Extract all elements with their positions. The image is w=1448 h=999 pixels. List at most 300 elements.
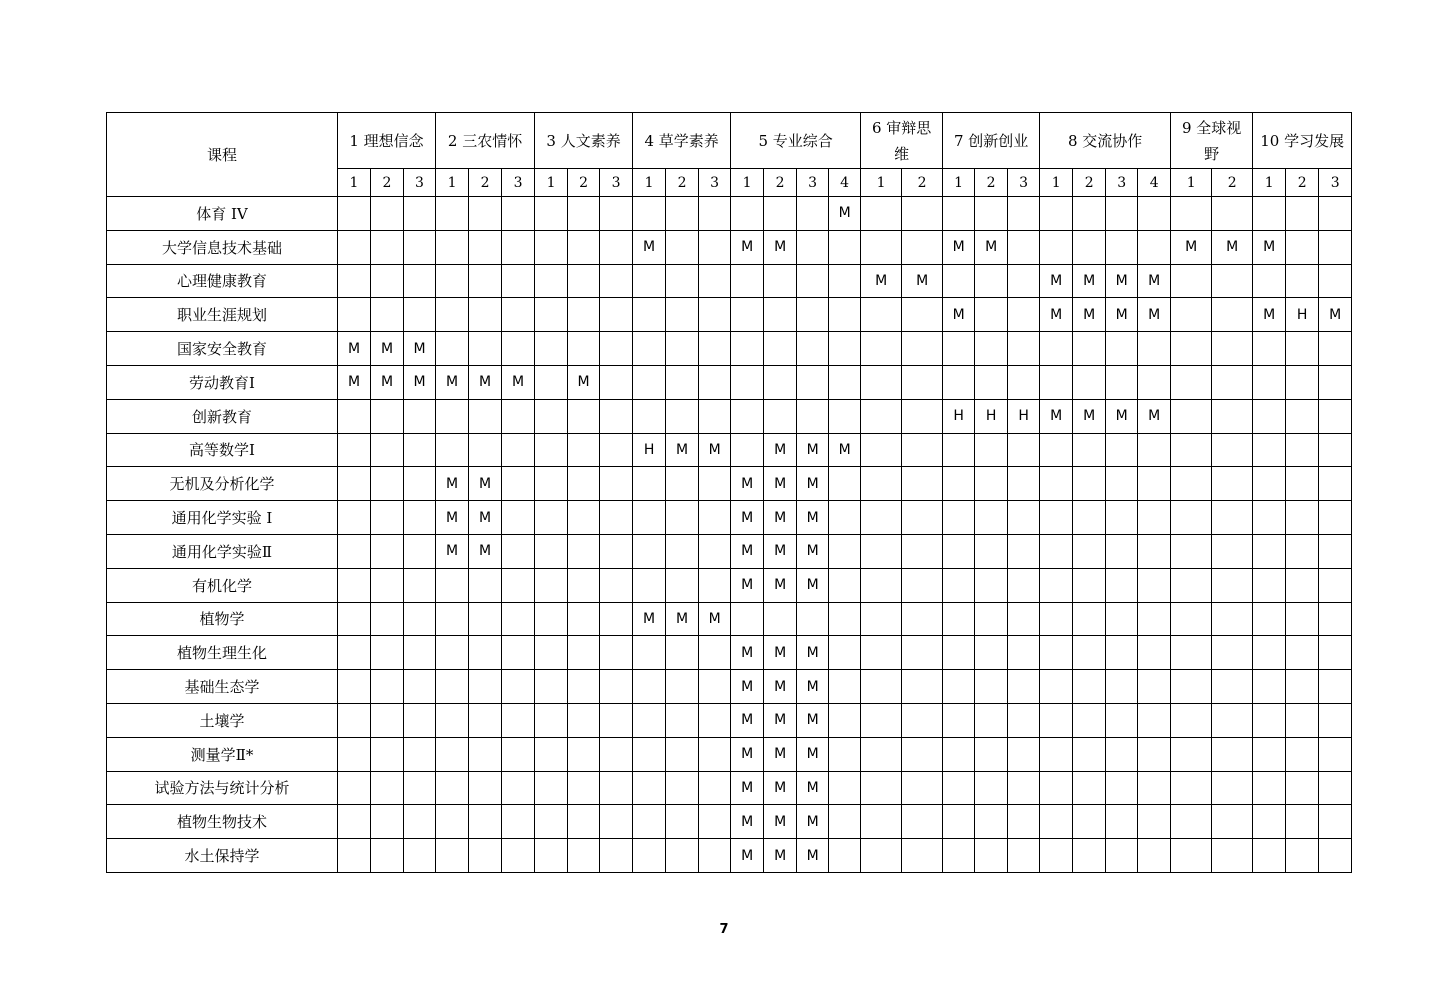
support-level-cell <box>1040 636 1073 670</box>
support-level-cell <box>600 501 633 535</box>
support-level-cell <box>535 636 568 670</box>
support-level-cell <box>829 501 861 535</box>
support-level-cell <box>699 332 731 366</box>
support-level-cell <box>600 670 633 704</box>
table-row <box>107 636 1352 670</box>
support-level-cell <box>829 771 861 805</box>
sub-indicator-header: 1 <box>436 169 469 197</box>
support-level-cell <box>861 602 902 636</box>
course-name: 无机及分析化学 <box>107 467 338 501</box>
support-level-cell <box>902 467 943 501</box>
support-level-cell <box>1253 332 1286 366</box>
support-level-cell <box>371 602 404 636</box>
support-level-cell <box>943 703 975 737</box>
support-level-cell: M <box>633 230 666 264</box>
support-level-cell <box>404 534 436 568</box>
support-level-cell <box>600 839 633 873</box>
support-level-cell <box>1138 670 1171 704</box>
group-header: 3 人文素养 <box>535 113 633 169</box>
support-level-cell <box>1073 703 1106 737</box>
support-level-cell <box>943 197 975 231</box>
support-level-cell <box>469 197 502 231</box>
support-level-cell <box>404 771 436 805</box>
support-level-cell <box>633 298 666 332</box>
support-level-cell <box>666 501 699 535</box>
support-level-cell <box>338 298 371 332</box>
course-name: 植物生理生化 <box>107 636 338 670</box>
support-level-cell <box>829 568 861 602</box>
support-level-cell <box>1212 467 1253 501</box>
support-level-cell <box>1171 670 1212 704</box>
support-level-cell: M <box>764 568 797 602</box>
support-level-cell <box>975 298 1008 332</box>
support-level-cell: H <box>1286 298 1319 332</box>
support-level-cell <box>502 771 535 805</box>
support-level-cell <box>338 771 371 805</box>
support-level-cell <box>1073 433 1106 467</box>
sub-indicator-header: 2 <box>1073 169 1106 197</box>
support-level-cell <box>666 703 699 737</box>
support-level-cell: M <box>371 332 404 366</box>
support-level-cell <box>764 298 797 332</box>
support-level-cell <box>1319 501 1352 535</box>
support-level-cell <box>600 264 633 298</box>
support-level-cell <box>1212 771 1253 805</box>
support-level-cell <box>975 670 1008 704</box>
support-level-cell <box>1106 365 1138 399</box>
support-level-cell <box>436 839 469 873</box>
support-level-cell <box>764 365 797 399</box>
support-level-cell: M <box>829 197 861 231</box>
support-level-cell <box>1073 636 1106 670</box>
support-level-cell <box>568 433 600 467</box>
support-level-cell: M <box>1319 298 1352 332</box>
support-level-cell <box>535 264 568 298</box>
support-level-cell <box>404 636 436 670</box>
support-level-cell <box>666 399 699 433</box>
support-level-cell <box>338 670 371 704</box>
support-level-cell <box>1319 602 1352 636</box>
support-level-cell <box>1008 197 1040 231</box>
support-level-cell <box>1319 568 1352 602</box>
support-level-cell <box>568 703 600 737</box>
support-level-cell <box>943 433 975 467</box>
support-level-cell: M <box>338 332 371 366</box>
support-level-cell <box>1319 365 1352 399</box>
sub-indicator-header: 1 <box>1040 169 1073 197</box>
support-level-cell <box>1106 230 1138 264</box>
support-level-cell <box>1319 670 1352 704</box>
support-level-cell <box>699 197 731 231</box>
support-level-cell <box>1008 771 1040 805</box>
course-name: 创新教育 <box>107 399 338 433</box>
support-level-cell <box>502 534 535 568</box>
support-level-cell <box>633 467 666 501</box>
support-level-cell <box>633 636 666 670</box>
support-level-cell <box>666 365 699 399</box>
support-level-cell <box>1073 670 1106 704</box>
support-level-cell: M <box>764 805 797 839</box>
support-level-cell <box>1253 636 1286 670</box>
support-level-cell <box>338 805 371 839</box>
support-level-cell <box>1286 433 1319 467</box>
support-level-cell <box>829 467 861 501</box>
support-level-cell <box>535 230 568 264</box>
support-level-cell <box>829 298 861 332</box>
support-level-cell <box>1253 602 1286 636</box>
course-name: 体育 IV <box>107 197 338 231</box>
support-level-cell <box>666 839 699 873</box>
support-level-cell <box>1138 568 1171 602</box>
support-level-cell <box>1138 365 1171 399</box>
support-level-cell <box>1138 197 1171 231</box>
support-level-cell <box>535 670 568 704</box>
support-level-cell <box>975 264 1008 298</box>
course-name: 心理健康教育 <box>107 264 338 298</box>
support-level-cell <box>666 264 699 298</box>
support-level-cell <box>502 568 535 602</box>
support-level-cell <box>436 805 469 839</box>
support-level-cell <box>1171 602 1212 636</box>
support-level-cell <box>764 264 797 298</box>
support-level-cell <box>699 534 731 568</box>
support-level-cell <box>1319 433 1352 467</box>
support-level-cell <box>1040 467 1073 501</box>
table-row <box>107 534 1352 568</box>
support-level-cell <box>1008 264 1040 298</box>
support-level-cell <box>371 230 404 264</box>
support-level-cell <box>666 197 699 231</box>
support-level-cell <box>1040 670 1073 704</box>
support-level-cell <box>797 332 829 366</box>
course-name: 试验方法与统计分析 <box>107 771 338 805</box>
support-level-cell <box>338 433 371 467</box>
support-level-cell <box>731 264 764 298</box>
support-level-cell: H <box>975 399 1008 433</box>
support-level-cell <box>371 737 404 771</box>
sub-indicator-header: 2 <box>666 169 699 197</box>
support-level-cell <box>731 332 764 366</box>
sub-indicator-header: 2 <box>975 169 1008 197</box>
support-level-cell <box>699 737 731 771</box>
support-level-cell <box>1106 332 1138 366</box>
table-row <box>107 737 1352 771</box>
support-level-cell: M <box>666 433 699 467</box>
support-level-cell: M <box>699 433 731 467</box>
support-level-cell <box>1040 771 1073 805</box>
support-level-cell <box>1073 501 1106 535</box>
support-level-cell <box>943 771 975 805</box>
course-name: 通用化学实验Ⅱ <box>107 534 338 568</box>
support-level-cell <box>436 399 469 433</box>
support-level-cell <box>633 670 666 704</box>
support-level-cell <box>764 399 797 433</box>
course-name: 植物生物技术 <box>107 805 338 839</box>
support-level-cell <box>1171 805 1212 839</box>
support-level-cell <box>1286 399 1319 433</box>
support-level-cell <box>1253 839 1286 873</box>
support-level-cell <box>338 636 371 670</box>
support-level-cell <box>469 230 502 264</box>
support-level-cell <box>568 771 600 805</box>
support-level-cell <box>436 602 469 636</box>
support-level-cell <box>1171 534 1212 568</box>
support-level-cell <box>1008 568 1040 602</box>
support-level-cell <box>338 839 371 873</box>
support-level-cell: M <box>797 433 829 467</box>
support-level-cell <box>829 805 861 839</box>
support-level-cell: M <box>764 534 797 568</box>
table-row <box>107 670 1352 704</box>
group-header: 1 理想信念 <box>338 113 436 169</box>
course-name: 基础生态学 <box>107 670 338 704</box>
support-level-cell <box>1286 839 1319 873</box>
support-level-cell <box>1171 399 1212 433</box>
support-level-cell <box>1253 568 1286 602</box>
support-level-cell <box>371 467 404 501</box>
group-header: 7 创新创业 <box>943 113 1040 169</box>
support-level-cell <box>902 332 943 366</box>
support-level-cell: M <box>1040 399 1073 433</box>
support-level-cell <box>1286 703 1319 737</box>
support-level-cell <box>371 636 404 670</box>
support-level-cell <box>568 467 600 501</box>
support-level-cell <box>1008 365 1040 399</box>
support-level-cell <box>1040 703 1073 737</box>
support-level-cell <box>535 737 568 771</box>
sub-indicator-header: 4 <box>1138 169 1171 197</box>
support-level-cell <box>568 534 600 568</box>
support-level-cell: M <box>731 467 764 501</box>
support-level-cell <box>436 332 469 366</box>
support-level-cell <box>502 230 535 264</box>
support-level-cell <box>975 703 1008 737</box>
sub-indicator-header: 2 <box>568 169 600 197</box>
support-level-cell: M <box>1106 399 1138 433</box>
support-level-cell <box>1212 636 1253 670</box>
support-level-cell: M <box>731 636 764 670</box>
support-level-cell <box>861 737 902 771</box>
support-level-cell: M <box>436 467 469 501</box>
support-level-cell: H <box>943 399 975 433</box>
support-level-cell <box>404 568 436 602</box>
support-level-cell <box>436 230 469 264</box>
table-row <box>107 467 1352 501</box>
support-level-cell <box>1212 197 1253 231</box>
support-level-cell <box>1106 805 1138 839</box>
support-level-cell <box>1253 805 1286 839</box>
course-name: 劳动教育Ⅰ <box>107 365 338 399</box>
support-level-cell <box>469 332 502 366</box>
support-level-cell <box>861 534 902 568</box>
support-level-cell <box>535 433 568 467</box>
support-level-cell <box>861 399 902 433</box>
support-level-cell <box>975 839 1008 873</box>
support-level-cell <box>1106 534 1138 568</box>
support-level-cell <box>1073 197 1106 231</box>
sub-indicator-header: 1 <box>861 169 902 197</box>
support-level-cell <box>829 264 861 298</box>
support-level-cell: H <box>633 433 666 467</box>
support-level-cell <box>1171 737 1212 771</box>
support-level-cell <box>568 805 600 839</box>
support-level-cell <box>600 230 633 264</box>
support-level-cell: M <box>764 670 797 704</box>
support-level-cell <box>600 197 633 231</box>
support-level-cell <box>469 670 502 704</box>
support-level-cell <box>943 737 975 771</box>
support-level-cell <box>371 399 404 433</box>
support-level-cell <box>902 670 943 704</box>
support-level-cell <box>666 298 699 332</box>
support-level-cell <box>699 399 731 433</box>
support-level-cell <box>371 264 404 298</box>
support-level-cell <box>600 737 633 771</box>
support-level-cell <box>861 670 902 704</box>
support-level-cell <box>975 805 1008 839</box>
support-level-cell <box>633 264 666 298</box>
support-level-cell <box>797 602 829 636</box>
support-level-cell <box>1286 636 1319 670</box>
support-level-cell <box>1171 264 1212 298</box>
table-body <box>107 197 1352 873</box>
support-level-cell: M <box>975 230 1008 264</box>
support-level-cell <box>404 467 436 501</box>
support-level-cell <box>1073 771 1106 805</box>
support-level-cell <box>404 737 436 771</box>
support-level-cell <box>975 433 1008 467</box>
support-level-cell <box>568 399 600 433</box>
support-level-cell: M <box>797 737 829 771</box>
sub-indicator-header: 4 <box>829 169 861 197</box>
support-level-cell <box>436 298 469 332</box>
support-level-cell <box>1171 467 1212 501</box>
support-level-cell <box>1286 602 1319 636</box>
support-level-cell <box>371 501 404 535</box>
sub-indicator-header: 2 <box>469 169 502 197</box>
support-level-cell: M <box>1040 264 1073 298</box>
support-level-cell: M <box>731 737 764 771</box>
support-level-cell <box>1106 568 1138 602</box>
support-level-cell <box>699 636 731 670</box>
support-level-cell <box>1073 737 1106 771</box>
support-level-cell <box>502 602 535 636</box>
support-level-cell <box>1212 501 1253 535</box>
support-level-cell <box>1138 501 1171 535</box>
support-level-cell <box>404 197 436 231</box>
support-level-cell <box>633 332 666 366</box>
support-level-cell <box>666 805 699 839</box>
support-level-cell <box>338 197 371 231</box>
support-level-cell <box>1040 501 1073 535</box>
support-level-cell <box>469 433 502 467</box>
support-level-cell <box>1138 805 1171 839</box>
support-level-cell <box>666 230 699 264</box>
support-level-cell <box>902 501 943 535</box>
support-level-cell <box>943 264 975 298</box>
support-level-cell: M <box>731 670 764 704</box>
support-level-cell: M <box>731 501 764 535</box>
support-level-cell <box>1040 839 1073 873</box>
support-level-cell <box>731 399 764 433</box>
support-level-cell <box>797 365 829 399</box>
support-level-cell <box>1212 805 1253 839</box>
sub-indicator-header: 3 <box>1008 169 1040 197</box>
support-level-cell <box>975 602 1008 636</box>
support-level-cell <box>902 399 943 433</box>
table-row <box>107 399 1352 433</box>
table-row <box>107 501 1352 535</box>
support-level-cell <box>764 602 797 636</box>
support-level-cell <box>943 602 975 636</box>
support-level-cell: M <box>1106 264 1138 298</box>
course-name: 植物学 <box>107 602 338 636</box>
course-column-header: 课程 <box>107 113 338 197</box>
support-level-cell: M <box>797 771 829 805</box>
support-level-cell: M <box>436 501 469 535</box>
header-row-groups <box>107 113 1352 169</box>
support-level-cell <box>404 703 436 737</box>
support-level-cell <box>371 433 404 467</box>
support-level-cell <box>600 771 633 805</box>
support-level-cell <box>568 501 600 535</box>
support-level-cell <box>1008 298 1040 332</box>
support-level-cell: M <box>731 703 764 737</box>
support-level-cell <box>535 332 568 366</box>
support-level-cell <box>535 534 568 568</box>
support-level-cell <box>975 365 1008 399</box>
support-level-cell <box>861 568 902 602</box>
support-level-cell <box>1138 433 1171 467</box>
support-level-cell <box>568 602 600 636</box>
support-level-cell <box>404 670 436 704</box>
support-level-cell <box>600 805 633 839</box>
support-level-cell: M <box>1212 230 1253 264</box>
support-level-cell <box>1073 568 1106 602</box>
support-level-cell <box>1212 703 1253 737</box>
support-level-cell <box>731 602 764 636</box>
support-level-cell <box>535 298 568 332</box>
support-level-cell: M <box>1138 264 1171 298</box>
support-level-cell <box>1106 467 1138 501</box>
support-level-cell <box>469 568 502 602</box>
support-level-cell <box>1253 534 1286 568</box>
support-level-cell <box>436 636 469 670</box>
support-level-cell <box>797 230 829 264</box>
support-level-cell <box>1138 230 1171 264</box>
support-level-cell <box>1319 534 1352 568</box>
support-level-cell: M <box>404 365 436 399</box>
support-level-cell <box>797 298 829 332</box>
table-row <box>107 703 1352 737</box>
support-level-cell <box>1106 737 1138 771</box>
support-level-cell <box>1171 332 1212 366</box>
course-name: 大学信息技术基础 <box>107 230 338 264</box>
table-row <box>107 197 1352 231</box>
support-level-cell <box>975 534 1008 568</box>
support-level-cell <box>1253 399 1286 433</box>
sub-indicator-header: 3 <box>600 169 633 197</box>
sub-indicator-header: 1 <box>731 169 764 197</box>
table-row <box>107 568 1352 602</box>
support-level-cell <box>1171 197 1212 231</box>
support-level-cell <box>1212 365 1253 399</box>
support-level-cell <box>1253 433 1286 467</box>
sub-indicator-header: 3 <box>797 169 829 197</box>
support-level-cell <box>829 839 861 873</box>
support-level-cell <box>338 568 371 602</box>
support-level-cell <box>699 230 731 264</box>
